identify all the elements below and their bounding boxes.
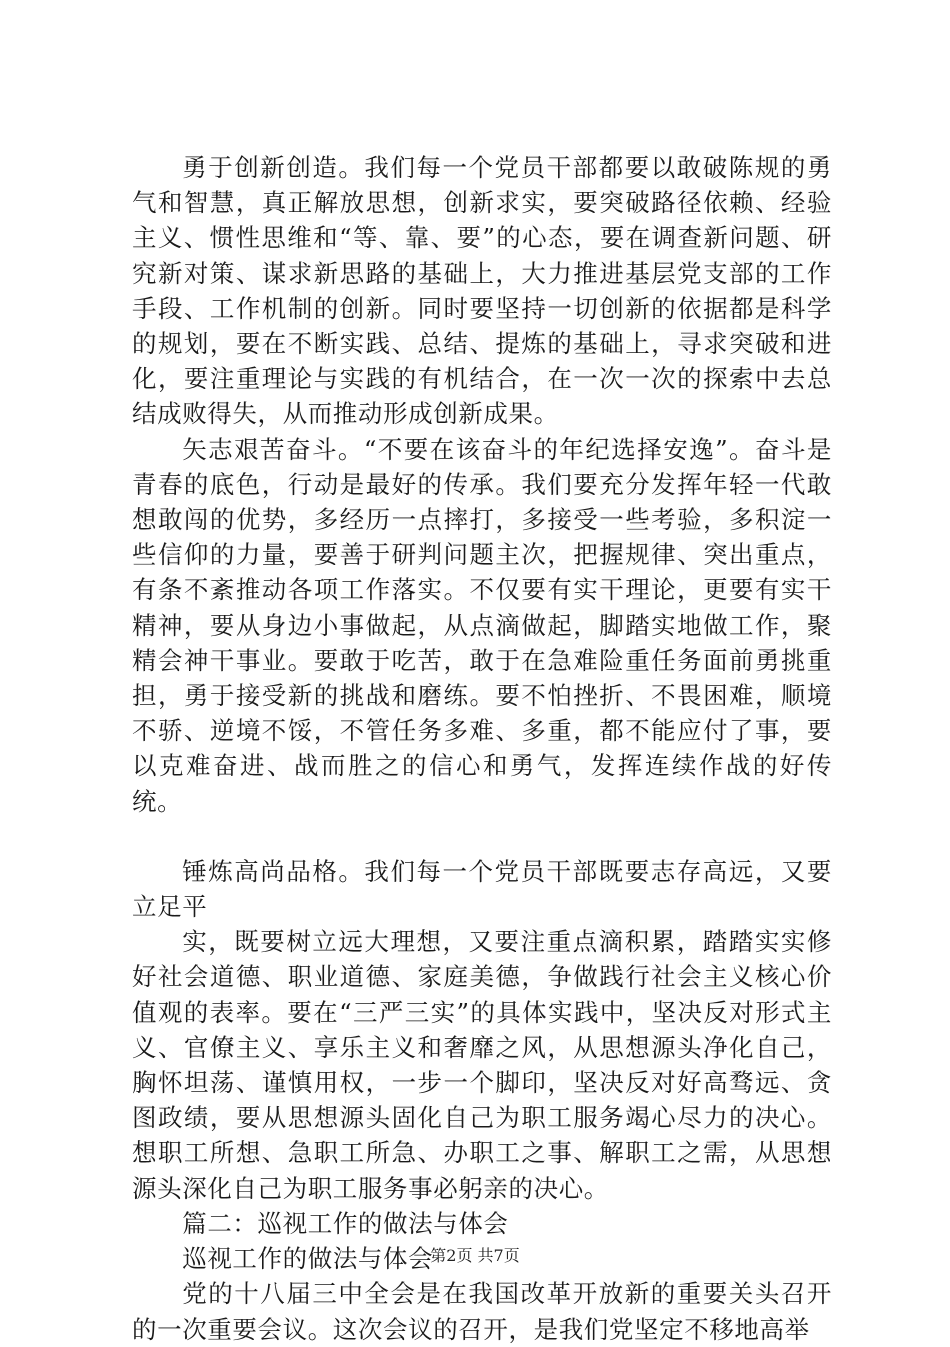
- paragraph-character-heading: 锤炼高尚品格。我们每一个党员干部既要志存高远，又要立足平: [132, 856, 832, 922]
- paragraph-innovation: 勇于创新创造。我们每一个党员干部都要以敢破陈规的勇气和智慧，真正解放思想，创新求实，要突破路径依赖、经验主义、惯性思维和“等、靠、要”的心态，要在调查新问题、研究新对策、谋求新思路的基础上，大力推进基层党支部的工作手段、工作机制的创新。同时要坚持一切创新的依据都是科学的规划，要在不断实践、总结、提炼的基础上，寻求突破和进化，要注重理论与实践的有机结合，在一次一次的探索中去总结成败得失，从而推动形成创新成果。: [132, 153, 832, 429]
- document-body: [132, 150, 832, 1347]
- article-title: 巡视工作的做法与体会: [182, 1244, 434, 1274]
- paragraph-hard-work: 矢志艰苦奋斗。“不要在该奋斗的年纪选择安逸”。奋斗是青春的底色，行动是最好的传承。我们要充分发挥年轻一代敢想敢闯的优势，多经历一点摔打，多接受一些考验，多积淀一些信仰的力量，要善于研判问题主次，把握规律、突出重点，有条不紊推动各项工作落实。不仅要有实干理论，更要有实干精神，要从身边小事做起，从点滴做起，脚踏实地做工作，聚精会神干事业。要敢于吃苦，敢于在急难险重任务面前勇挑重担，勇于接受新的挑战和磨练。要不怕挫折、不畏困难，顺境不骄、逆境不馁，不管任务多难、多重，都不能应付了事，要以克难奋进、战而胜之的信心和勇气，发挥连续作战的好传统。: [132, 434, 832, 816]
- paragraph-gap: [132, 819, 832, 854]
- page-number-footer: 第2页 共7页: [430, 1246, 520, 1265]
- section-heading: 篇二：巡视工作的做法与体会: [182, 1208, 509, 1238]
- paragraph-plenum: 党的十八届三中全会是在我国改革开放新的重要关头召开的一次重要会议。这次会议的召开，是我们党坚定不移地高举: [132, 1279, 832, 1344]
- paragraph-character-body: 实，既要树立远大理想，又要注重点滴积累，踏踏实实修好社会道德、职业道德、家庭美德，争做践行社会主义核心价值观的表率。要在“三严三实”的具体实践中，坚决反对形式主义、官僚主义、享乐主义和奢靡之风，从思想源头净化自己，胸怀坦荡、谨慎用权，一步一个脚印，坚决反对好高骛远、贪图政绩，要从思想源头固化自己为职工服务竭心尽力的决心。想职工所想、急职工所急、办职工之事、解职工之需，从思想源头深化自己为职工服务事必躬亲的决心。: [132, 927, 832, 1203]
